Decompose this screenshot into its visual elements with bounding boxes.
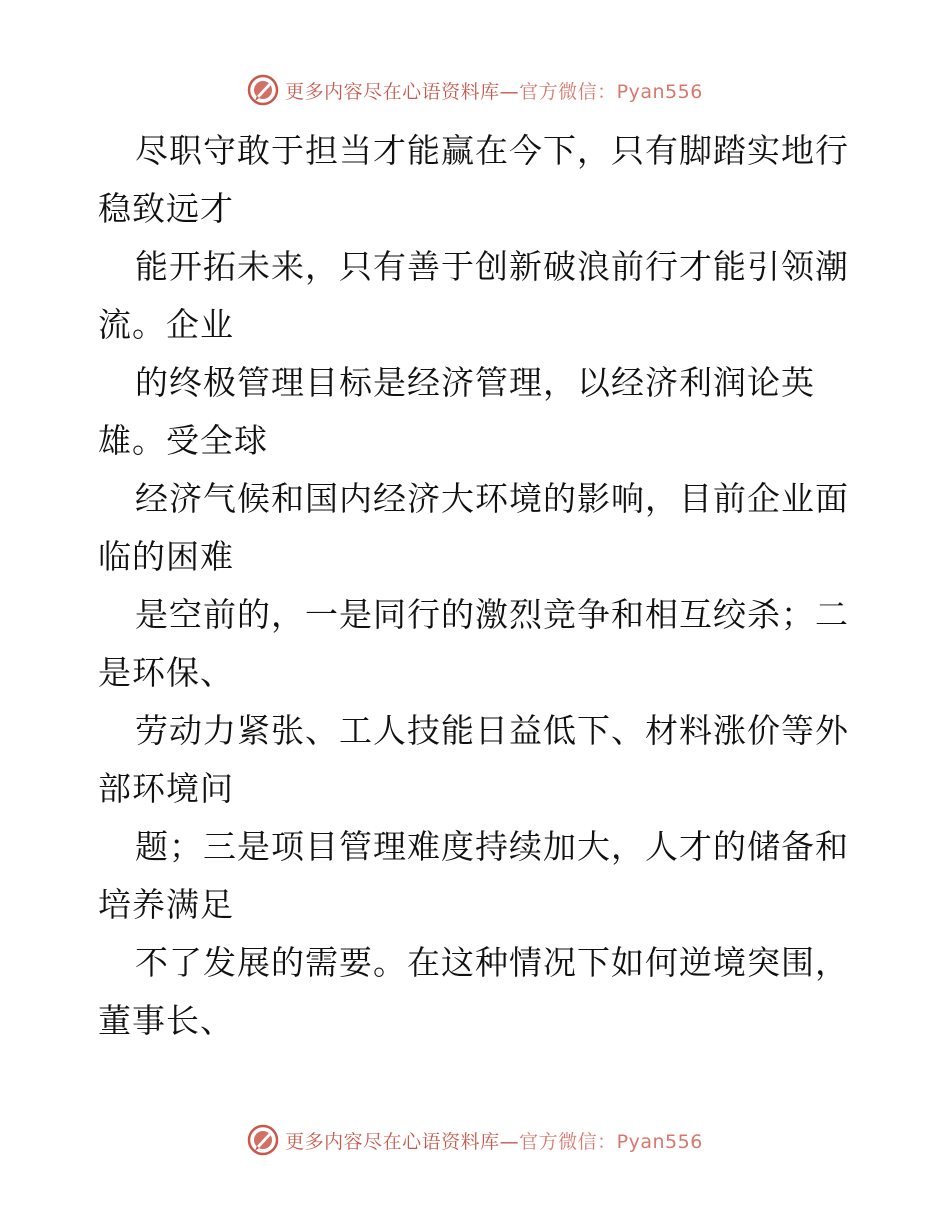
pen-logo-icon: [247, 74, 279, 106]
body-line: 经济气候和国内经济大环境的影响，目前企业面: [135, 479, 849, 518]
body-line: 不了发展的需要。在这种情况下如何逆境突围，: [135, 943, 849, 982]
body-line: 的终极管理目标是经济管理，以经济利润论英: [135, 363, 815, 402]
banner-wechat-text: 官方微信：Pyan556: [519, 1130, 703, 1153]
banner-wechat-text: 官方微信：Pyan556: [519, 80, 703, 103]
body-line: 董事长、: [98, 1001, 234, 1040]
banner-site-text: 更多内容尽在心语资料库—: [285, 80, 520, 103]
banner-text: [285, 77, 703, 104]
body-line: 临的困难: [98, 537, 234, 576]
footer-banner: [0, 1120, 950, 1160]
body-line: 尽职守敢于担当才能赢在今下，只有脚踏实地行: [135, 131, 849, 170]
body-line: 部环境问: [98, 769, 234, 808]
document-body: [98, 122, 858, 1050]
body-line: 能开拓未来，只有善于创新破浪前行才能引领潮: [135, 247, 849, 286]
body-line: 是环保、: [98, 653, 234, 692]
body-line: 劳动力紧张、工人技能日益低下、材料涨价等外: [135, 711, 849, 750]
body-line: 题；三是项目管理难度持续加大，人才的储备和: [135, 827, 849, 866]
header-banner: [0, 70, 950, 110]
body-line: 流。企业: [98, 305, 234, 344]
body-line: 培养满足: [98, 885, 234, 924]
pen-logo-icon: [247, 1124, 279, 1156]
banner-site-text: 更多内容尽在心语资料库—: [285, 1130, 520, 1153]
body-line: 是空前的，一是同行的激烈竞争和相互绞杀；二: [135, 595, 849, 634]
body-line: 稳致远才: [98, 189, 234, 228]
body-line: 雄。受全球: [98, 421, 268, 460]
banner-text: [285, 1127, 703, 1154]
